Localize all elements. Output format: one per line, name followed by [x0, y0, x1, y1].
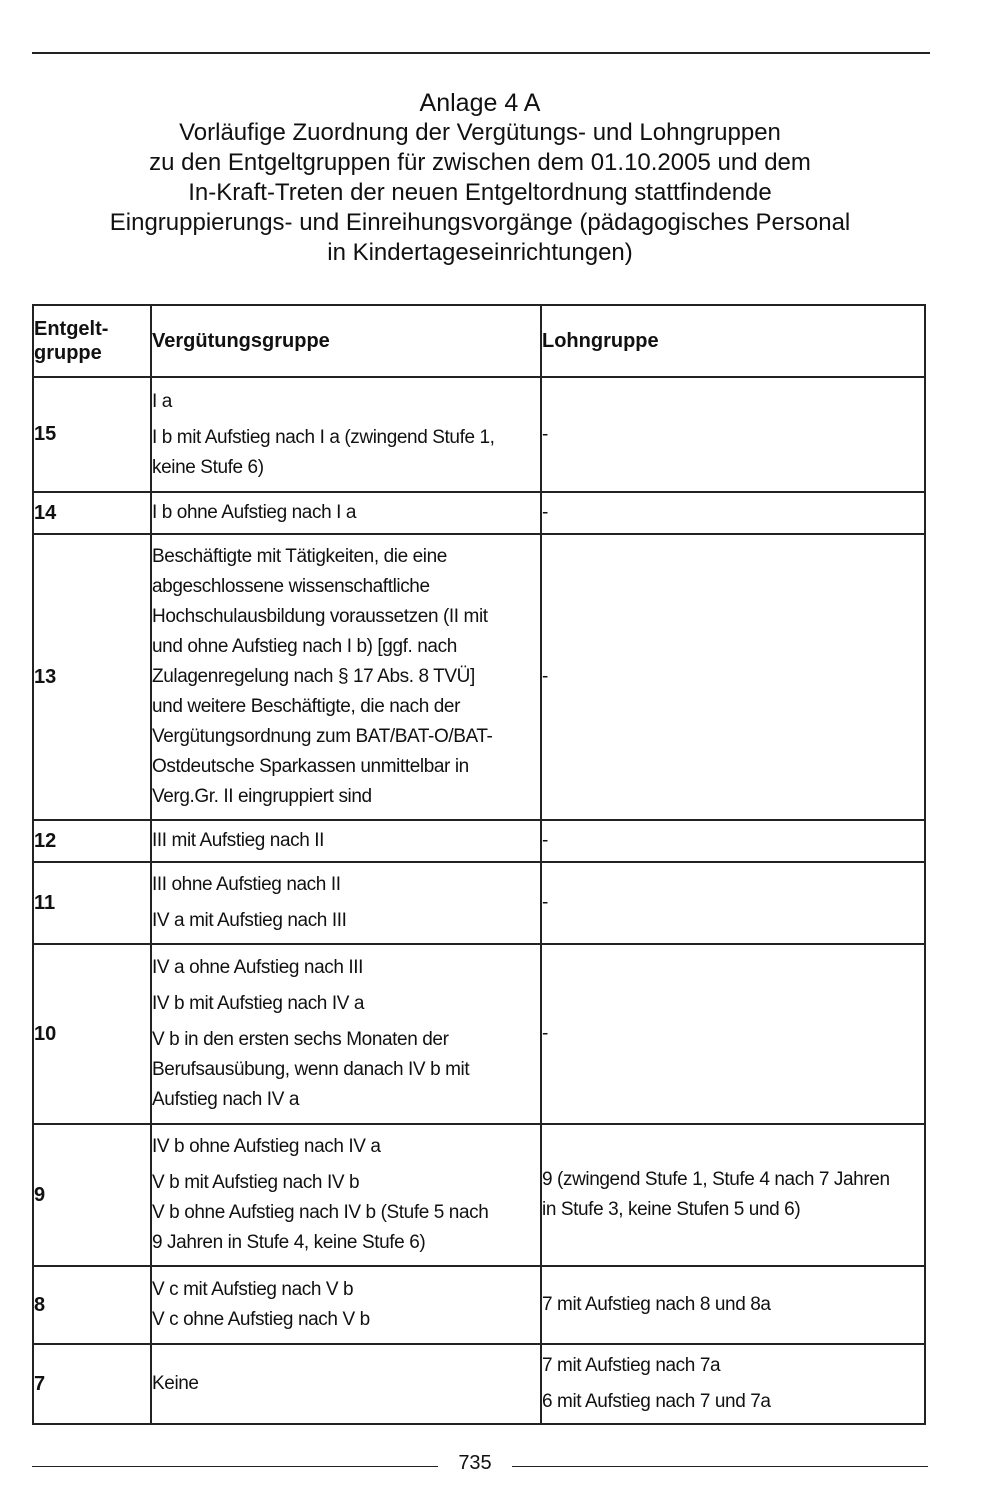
column-header-verguetungsgruppe: Vergütungsgruppe — [151, 305, 541, 377]
entgeltgruppe-cell: 12 — [33, 820, 151, 862]
cell-line: - — [542, 830, 548, 851]
table-body — [33, 377, 925, 1424]
cell-line: - — [542, 423, 548, 445]
cell-line: Vergütungsordnung zum BAT/BAT-O/BAT- — [152, 726, 493, 747]
cell-line: Hochschulausbildung voraussetzen (II mit — [152, 606, 488, 627]
entgeltgruppe-cell: 11 — [33, 862, 151, 944]
lohngruppe-cell — [541, 377, 925, 492]
cell-line: V b ohne Aufstieg nach IV b (Stufe 5 nach — [152, 1202, 489, 1223]
cell-line: Ostdeutsche Sparkassen unmittelbar in — [152, 756, 469, 777]
lohngruppe-cell — [541, 862, 925, 944]
footer-rule-left — [32, 1466, 438, 1467]
title-line: Eingruppierungs- und Einreihungsvorgänge (pädagogisches Personal — [109, 209, 851, 236]
verguetungsgruppe-cell — [151, 377, 541, 492]
column-header-entgeltgruppe — [33, 305, 151, 377]
column-header-line: gruppe — [34, 342, 102, 364]
cell-line: und weitere Beschäftigte, die nach der — [152, 696, 461, 717]
entgeltgruppe-cell: 13 — [33, 534, 151, 820]
cell-line: V c mit Aufstieg nach V b — [152, 1279, 354, 1300]
cell-line: 7 mit Aufstieg nach 8 und 8a — [542, 1294, 771, 1315]
table-row — [33, 944, 925, 1124]
title-line: In-Kraft-Treten der neuen Entgeltordnung stattfindende — [188, 179, 772, 206]
column-header-lohngruppe: Lohngruppe — [541, 305, 925, 377]
cell-line: V b in den ersten sechs Monaten der — [152, 1029, 449, 1050]
cell-line: 7 mit Aufstieg nach 7a — [542, 1355, 721, 1376]
page-title — [30, 88, 930, 268]
verguetungsgruppe-cell — [151, 534, 541, 820]
cell-line: III ohne Aufstieg nach II — [152, 874, 341, 895]
entgeltgruppe-cell: 14 — [33, 492, 151, 534]
entgeltgruppe-cell: 7 — [33, 1344, 151, 1424]
page-number: 735 — [458, 1452, 492, 1474]
cell-line: - — [542, 502, 548, 523]
verguetungsgruppe-cell — [151, 820, 541, 862]
footer-rule-right — [512, 1466, 928, 1467]
cell-line: IV b mit Aufstieg nach IV a — [152, 993, 365, 1014]
cell-line: Aufstieg nach IV a — [152, 1089, 300, 1110]
cell-line: 9 Jahren in Stufe 4, keine Stufe 6) — [152, 1232, 426, 1253]
cell-line: 6 mit Aufstieg nach 7 und 7a — [542, 1391, 771, 1412]
table-row — [33, 820, 925, 862]
entgeltgruppe-cell: 8 — [33, 1266, 151, 1344]
cell-line: Keine — [152, 1373, 199, 1394]
cell-line: I b mit Aufstieg nach I a (zwingend Stufe 1, — [152, 426, 495, 448]
lohngruppe-cell — [541, 1266, 925, 1344]
verguetungsgruppe-cell — [151, 1124, 541, 1266]
verguetungsgruppe-cell — [151, 492, 541, 534]
verguetungsgruppe-cell — [151, 1266, 541, 1344]
entgeltgruppe-cell: 15 — [33, 377, 151, 492]
assignment-table — [32, 304, 926, 1425]
cell-line: Berufsausübung, wenn danach IV b mit — [152, 1059, 470, 1080]
table-row — [33, 1124, 925, 1266]
table-row — [33, 492, 925, 534]
cell-line: I a — [152, 390, 172, 412]
lohngruppe-cell — [541, 1344, 925, 1424]
cell-line: 9 (zwingend Stufe 1, Stufe 4 nach 7 Jahren — [542, 1169, 890, 1190]
top-rule — [32, 52, 930, 54]
table-row — [33, 862, 925, 944]
anlage-label: Anlage 4 A — [419, 89, 541, 117]
verguetungsgruppe-cell — [151, 944, 541, 1124]
entgeltgruppe-cell: 10 — [33, 944, 151, 1124]
table-row — [33, 534, 925, 820]
cell-line: - — [542, 892, 548, 913]
cell-line: in Stufe 3, keine Stufen 5 und 6) — [542, 1199, 801, 1220]
verguetungsgruppe-cell — [151, 862, 541, 944]
table-header-row — [33, 305, 925, 377]
cell-line: I b ohne Aufstieg nach I a — [152, 502, 357, 523]
cell-line: IV b ohne Aufstieg nach IV a — [152, 1136, 381, 1157]
lohngruppe-cell — [541, 820, 925, 862]
cell-line: keine Stufe 6) — [152, 456, 264, 478]
title-line: in Kindertageseinrichtungen) — [327, 239, 633, 266]
cell-line: und ohne Aufstieg nach I b) [ggf. nach — [152, 636, 457, 657]
lohngruppe-cell — [541, 534, 925, 820]
cell-line: III mit Aufstieg nach II — [152, 830, 325, 851]
cell-line: V c ohne Aufstieg nach V b — [152, 1309, 370, 1330]
column-header-line: Entgelt- — [34, 318, 109, 340]
cell-line: IV a ohne Aufstieg nach III — [152, 957, 364, 978]
cell-line: - — [542, 666, 548, 687]
lohngruppe-cell — [541, 1124, 925, 1266]
entgeltgruppe-cell: 9 — [33, 1124, 151, 1266]
cell-line: - — [542, 1023, 548, 1044]
cell-line: Zulagenregelung nach § 17 Abs. 8 TVÜ] — [152, 666, 475, 687]
cell-line: IV a mit Aufstieg nach III — [152, 910, 347, 931]
cell-line: Beschäftigte mit Tätigkeiten, die eine — [152, 546, 447, 567]
lohngruppe-cell — [541, 944, 925, 1124]
cell-line: Verg.Gr. II eingruppiert sind — [152, 786, 372, 807]
table-row — [33, 1266, 925, 1344]
title-line: Vorläufige Zuordnung der Vergütungs- und Lohngruppen — [179, 119, 781, 146]
cell-line: abgeschlossene wissenschaftliche — [152, 576, 430, 597]
verguetungsgruppe-cell — [151, 1344, 541, 1424]
lohngruppe-cell — [541, 492, 925, 534]
table-row — [33, 377, 925, 492]
table-row — [33, 1344, 925, 1424]
title-line: zu den Entgeltgruppen für zwischen dem 01.10.2005 und dem — [149, 149, 811, 176]
cell-line: V b mit Aufstieg nach IV b — [152, 1172, 360, 1193]
